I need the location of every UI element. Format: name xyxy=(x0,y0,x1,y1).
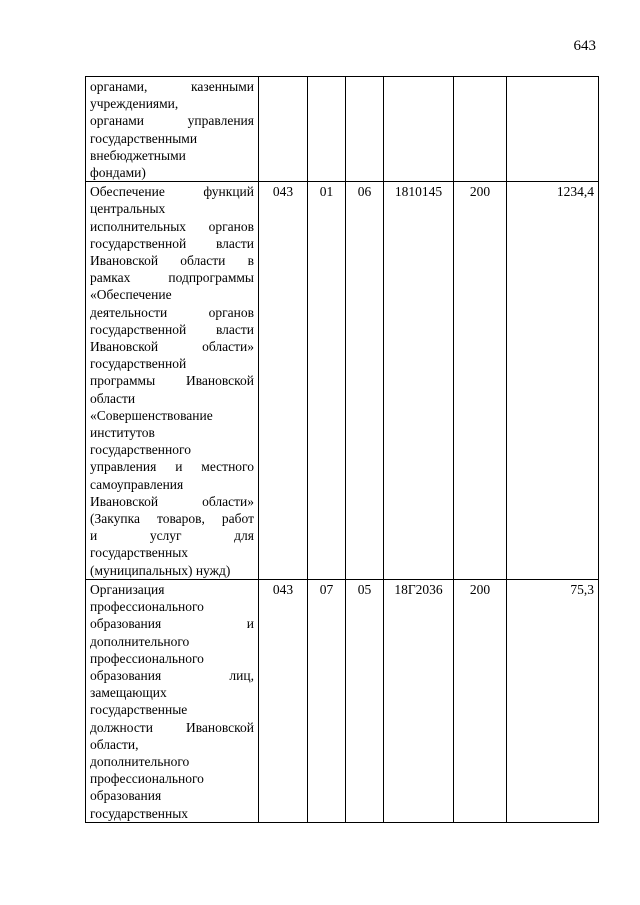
ministry-code-cell xyxy=(259,77,308,182)
expense-name-line: области xyxy=(90,390,136,406)
expense-name-line: должности Ивановской xyxy=(90,719,254,735)
expense-name-cell xyxy=(86,182,259,580)
expense-name-line: органами, казенными xyxy=(90,79,254,94)
ministry-code-cell: 043 xyxy=(259,579,308,822)
expense-name-line: образования и xyxy=(90,616,254,632)
expense-name-line: государственной власти xyxy=(90,321,254,337)
expense-type-cell xyxy=(454,77,507,182)
expense-type-cell: 200 xyxy=(454,579,507,822)
ministry-code-cell: 043 xyxy=(259,182,308,580)
expense-name-line: образования лиц, xyxy=(90,667,254,683)
expense-name-line: фондами) xyxy=(90,165,146,181)
target-article-cell: 18Г2036 xyxy=(384,579,454,822)
expense-name-line: деятельности органов xyxy=(90,304,254,320)
expense-name-line: государственной власти xyxy=(90,235,254,251)
expense-name-line: государственных xyxy=(90,805,189,821)
expense-name-line: Ивановской области в xyxy=(90,253,254,269)
expense-name-line: образования xyxy=(90,788,162,804)
expense-name-line: Организация xyxy=(90,581,165,597)
amount-cell: 1234,4 xyxy=(507,182,599,580)
expense-name-line: дополнительного xyxy=(90,633,190,649)
expense-name-line: программы Ивановской xyxy=(90,373,254,389)
budget-table xyxy=(85,76,599,823)
expense-name-line: институтов xyxy=(90,425,155,441)
table-row xyxy=(86,579,599,822)
expense-name-line: центральных xyxy=(90,201,166,217)
section-code-cell: 07 xyxy=(308,579,346,822)
amount-cell: 75,3 xyxy=(507,579,599,822)
table-row xyxy=(86,77,599,182)
table-body xyxy=(86,77,599,823)
expense-name-line: учреждениями, xyxy=(90,96,179,112)
page-number: 643 xyxy=(573,38,596,54)
target-article-cell xyxy=(384,77,454,182)
expense-name-cell xyxy=(86,77,259,182)
expense-name-line: «Обеспечение xyxy=(90,287,172,303)
expense-name-line: государственные xyxy=(90,702,188,718)
expense-name-line: профессионального xyxy=(90,599,204,615)
expense-name-line: управления и местного xyxy=(90,459,254,475)
expense-name-line: области, xyxy=(90,736,139,752)
section-code-cell xyxy=(308,77,346,182)
target-article-cell: 1810145 xyxy=(384,182,454,580)
expense-name-line: Ивановской области» xyxy=(90,493,254,509)
expense-name-line: государственного xyxy=(90,442,191,458)
expense-name-cell xyxy=(86,579,259,822)
expense-name-line: и услуг для xyxy=(90,528,254,544)
expense-name-line: рамках подпрограммы xyxy=(90,270,254,286)
section-code-cell: 01 xyxy=(308,182,346,580)
expense-type-cell: 200 xyxy=(454,182,507,580)
expense-name-line: «Совершенствование xyxy=(90,407,213,423)
subsection-code-cell xyxy=(346,77,384,182)
expense-name-line: профессионального xyxy=(90,650,204,666)
expense-name-line: профессионального xyxy=(90,771,204,787)
expense-name-line: замещающих xyxy=(90,685,167,701)
expense-name-line: государственными xyxy=(90,130,198,146)
expense-name-line: (Закупка товаров, работ xyxy=(90,511,254,527)
expense-name-line: государственной xyxy=(90,356,187,372)
table-row xyxy=(86,182,599,580)
expense-name-line: (муниципальных) нужд) xyxy=(90,562,231,578)
expense-name-line: государственных xyxy=(90,545,189,561)
expense-name-line: Обеспечение функций xyxy=(90,184,254,200)
expense-name-line: органами управления xyxy=(90,113,254,129)
expense-name-line: исполнительных органов xyxy=(90,218,254,234)
expense-name-line: дополнительного xyxy=(90,753,190,769)
expense-name-line: самоуправления xyxy=(90,476,184,492)
expense-name-line: внебюджетными xyxy=(90,147,186,163)
subsection-code-cell: 06 xyxy=(346,182,384,580)
amount-cell xyxy=(507,77,599,182)
subsection-code-cell: 05 xyxy=(346,579,384,822)
expense-name-line: Ивановской области» xyxy=(90,339,254,355)
